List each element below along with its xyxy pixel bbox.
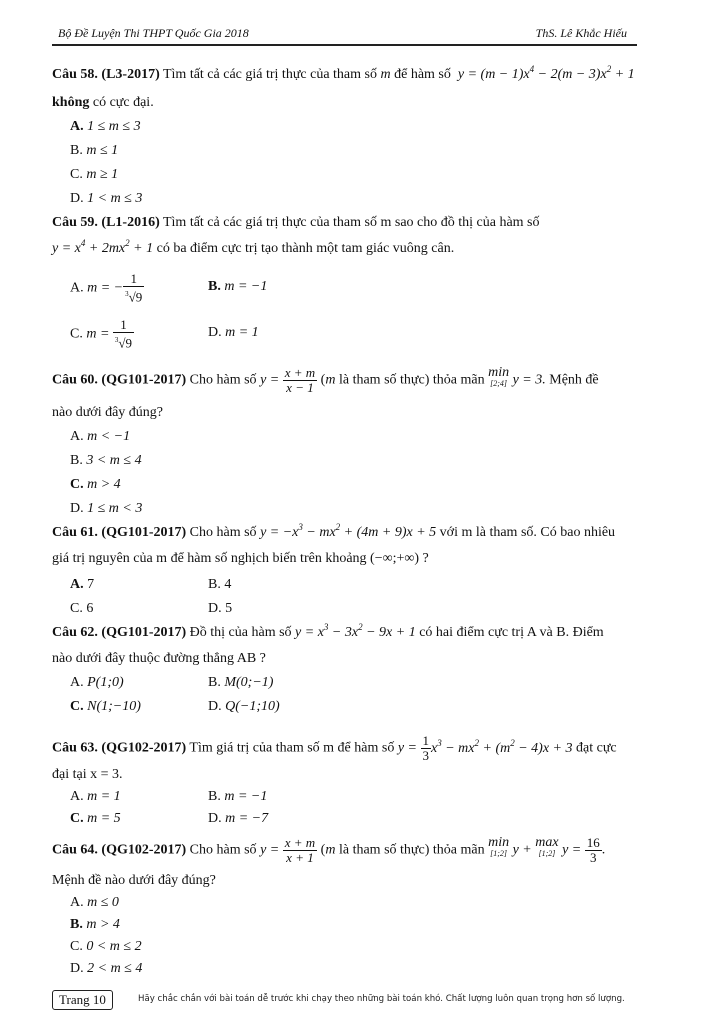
- option-62-a[interactable]: A. P(1;0): [70, 675, 124, 690]
- option-59-a[interactable]: A. m = − $\frac{1}{^3√9}$: [70, 271, 143, 305]
- option-58-b[interactable]: B. m ≤ 1: [70, 143, 119, 158]
- question-60-line2: nào dưới đây đúng?: [52, 405, 164, 420]
- option-60-b[interactable]: B. 3 < m ≤ 4: [70, 453, 142, 468]
- question-63: Câu 63. (QG102-2017) Tìm giá trị của tham số m để hàm số y = $\frac{1}{3}$ $x^3 - mx^2 + (m^2 - 4)x + 3$ đạt cực: [52, 733, 617, 763]
- question-59-line2: $y = x^4 + 2mx^2 + 1$ có ba điểm cực trị tạo thành một tam giác vuông cân.: [52, 238, 455, 256]
- option-61-b[interactable]: B. 4: [208, 577, 232, 592]
- question-62: Câu 62. (QG101-2017) Đồ thị của hàm số $y = x^3 - 3x^2 - 9x + 1$ có hai điểm cực trị A và B. Điểm: [52, 622, 604, 640]
- option-62-d[interactable]: D. Q(−1;10): [208, 699, 280, 714]
- question-61: Câu 61. (QG101-2017) Cho hàm số $y = -x^3 - mx^2 + (4m + 9)x + 5$ với m là tham số. Có bao nhiêu: [52, 522, 616, 540]
- function-formula: $y = x^4 + 2mx^2 + 1$: [52, 238, 154, 256]
- question-64-line2: Mệnh đề nào dưới đây đúng?: [52, 873, 216, 888]
- page-footer: [52, 990, 642, 1012]
- option-63-a[interactable]: A. m = 1: [70, 789, 121, 804]
- option-63-c[interactable]: C. m = 5: [70, 811, 121, 826]
- page-header: [52, 20, 637, 46]
- option-61-c[interactable]: C. 6: [70, 601, 94, 616]
- option-60-d[interactable]: D. 1 ≤ m < 3: [70, 501, 143, 516]
- option-64-d[interactable]: D. 2 < m ≤ 4: [70, 961, 143, 976]
- option-59-c[interactable]: C. m = $\frac{1}{^3√9}$: [70, 317, 133, 351]
- option-58-c[interactable]: C. m ≥ 1: [70, 167, 119, 182]
- option-59-b[interactable]: B. m = −1: [208, 279, 268, 294]
- question-62-line2: nào dưới đây thuộc đường thẳng AB ?: [52, 651, 266, 666]
- question-59: Câu 59. (L1-2016) Tìm tất cả các giá trị thực của tham số m sao cho đồ thị của hàm số: [52, 215, 540, 230]
- option-62-c[interactable]: C. N(1;−10): [70, 699, 141, 714]
- question-61-line2: giá trị nguyên của m để hàm số nghịch biến trên khoảng (−∞;+∞) ?: [52, 551, 429, 566]
- option-62-b[interactable]: B. M(0;−1): [208, 675, 274, 690]
- question-60: Câu 60. (QG101-2017) Cho hàm số y = $\frac{x + m}{x - 1}$ (m là tham số thực) thỏa mãn min [2;4] y = 3. Mệnh đề: [52, 365, 599, 395]
- option-64-a[interactable]: A. m ≤ 0: [70, 895, 119, 910]
- header-author: ThS. Lê Khắc Hiếu: [535, 26, 627, 40]
- option-58-d[interactable]: D. 1 < m ≤ 3: [70, 191, 143, 206]
- footer-note: Hãy chắc chắn với bài toán dễ trước khi chạy theo những bài toán khó. Chất lượng luôn quan trọng hơn số lượng.: [138, 994, 625, 1004]
- option-60-a[interactable]: A. m < −1: [70, 429, 131, 444]
- question-58: Câu 58. (L3-2017) Tìm tất cả các giá trị thực của tham số m để hàm số $y = (m - 1)x^4 - 2(m - 3)x^2 + 1$: [52, 64, 635, 82]
- page-number: Trang 10: [52, 990, 113, 1010]
- option-64-b[interactable]: B. m > 4: [70, 917, 120, 932]
- question-58-line2: không có cực đại.: [52, 95, 154, 110]
- option-61-d[interactable]: D. 5: [208, 601, 233, 616]
- option-60-c[interactable]: C. m > 4: [70, 477, 121, 492]
- option-64-c[interactable]: C. 0 < m ≤ 2: [70, 939, 142, 954]
- option-61-a[interactable]: A. 7: [70, 577, 95, 592]
- header-title: Bộ Đề Luyện Thi THPT Quốc Gia 2018: [58, 26, 249, 40]
- question-63-line2: đại tại x = 3.: [52, 767, 123, 782]
- option-58-a[interactable]: A. 1 ≤ m ≤ 3: [70, 119, 141, 134]
- question-64: Câu 64. (QG102-2017) Cho hàm số y = $\frac{x + m}{x + 1}$ (m là tham số thực) thỏa mãn min [1;2] y + max [1;2] y = $\frac{16}{3}$ .: [52, 835, 606, 865]
- function-formula: $y = (m - 1)x^4 - 2(m - 3)x^2 + 1$: [454, 64, 635, 82]
- option-63-d[interactable]: D. m = −7: [208, 811, 269, 826]
- option-59-d[interactable]: D. m = 1: [208, 325, 259, 340]
- option-63-b[interactable]: B. m = −1: [208, 789, 268, 804]
